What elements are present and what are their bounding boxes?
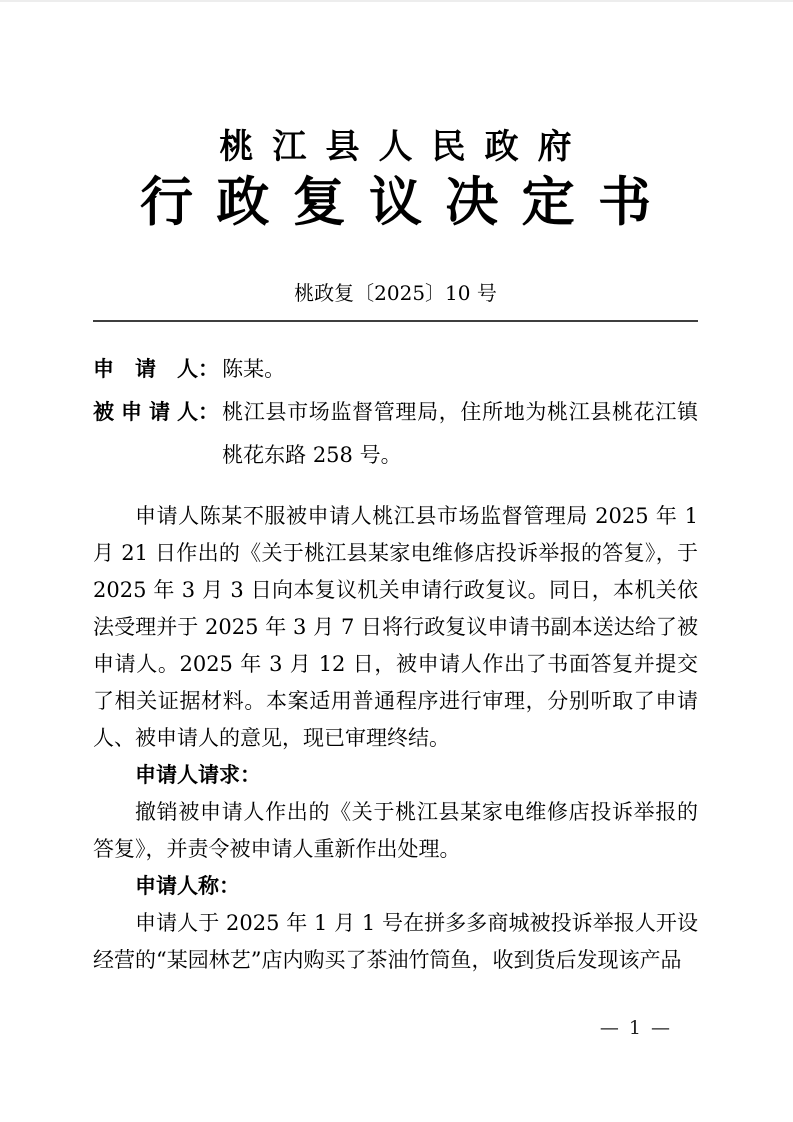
parties-block bbox=[93, 348, 698, 477]
respondent-label: 被申请人 bbox=[93, 400, 198, 424]
respondent-colon: ： bbox=[198, 400, 219, 424]
body-paragraph-claim: 申请人于 2025 年 1 月 1 号在拼多多商城被投诉举报人开设经营的“某园林艺”店内购买了茶油竹筒鱼，收到货后发现该产品 bbox=[93, 911, 698, 972]
doc-title: 行政复议决定书 bbox=[140, 172, 675, 233]
document-body bbox=[93, 498, 698, 979]
page-number: — 1 — bbox=[599, 1017, 672, 1039]
doc-number: 桃政复〔2025〕10 号 bbox=[294, 281, 497, 305]
header-divider bbox=[93, 320, 698, 322]
applicant-colon: ： bbox=[198, 357, 219, 381]
org-title: 桃江县人民政府 bbox=[219, 127, 591, 167]
body-paragraph-procedure: 申请人陈某不服被申请人桃江县市场监督管理局 2025 年 1 月 21 日作出的《关于桃江县某家电维修店投诉举报的答复》，于 2025 年 3 月 3 日向本复议机关申请行政复议。同日，本机关依法受理并于 2025 年 3 月 7 日将行政复议申请书副本送达给了被申请人。2025 年 3 月 12 日，被申请人作出了书面答复并提交了相关证据材料。本案适用普通程序进行审理，分别听取了申请人、被申请人的意见，现已审理终结。 bbox=[93, 504, 698, 750]
body-paragraph-request: 撤销被申请人作出的《关于桃江县某家电维修店投诉举报的答复》，并责令被申请人重新作出处理。 bbox=[93, 800, 698, 861]
respondent-value: 桃江县市场监督管理局，住所地为桃江县桃花江镇桃花东路 258 号。 bbox=[222, 400, 698, 467]
party-row-applicant bbox=[93, 348, 698, 391]
applicant-value: 陈某。 bbox=[222, 357, 286, 381]
party-row-respondent bbox=[93, 391, 698, 477]
applicant-label: 申请人 bbox=[93, 357, 198, 381]
section-heading-claim: 申请人称： bbox=[135, 874, 240, 898]
section-heading-request: 申请人请求： bbox=[135, 763, 261, 787]
